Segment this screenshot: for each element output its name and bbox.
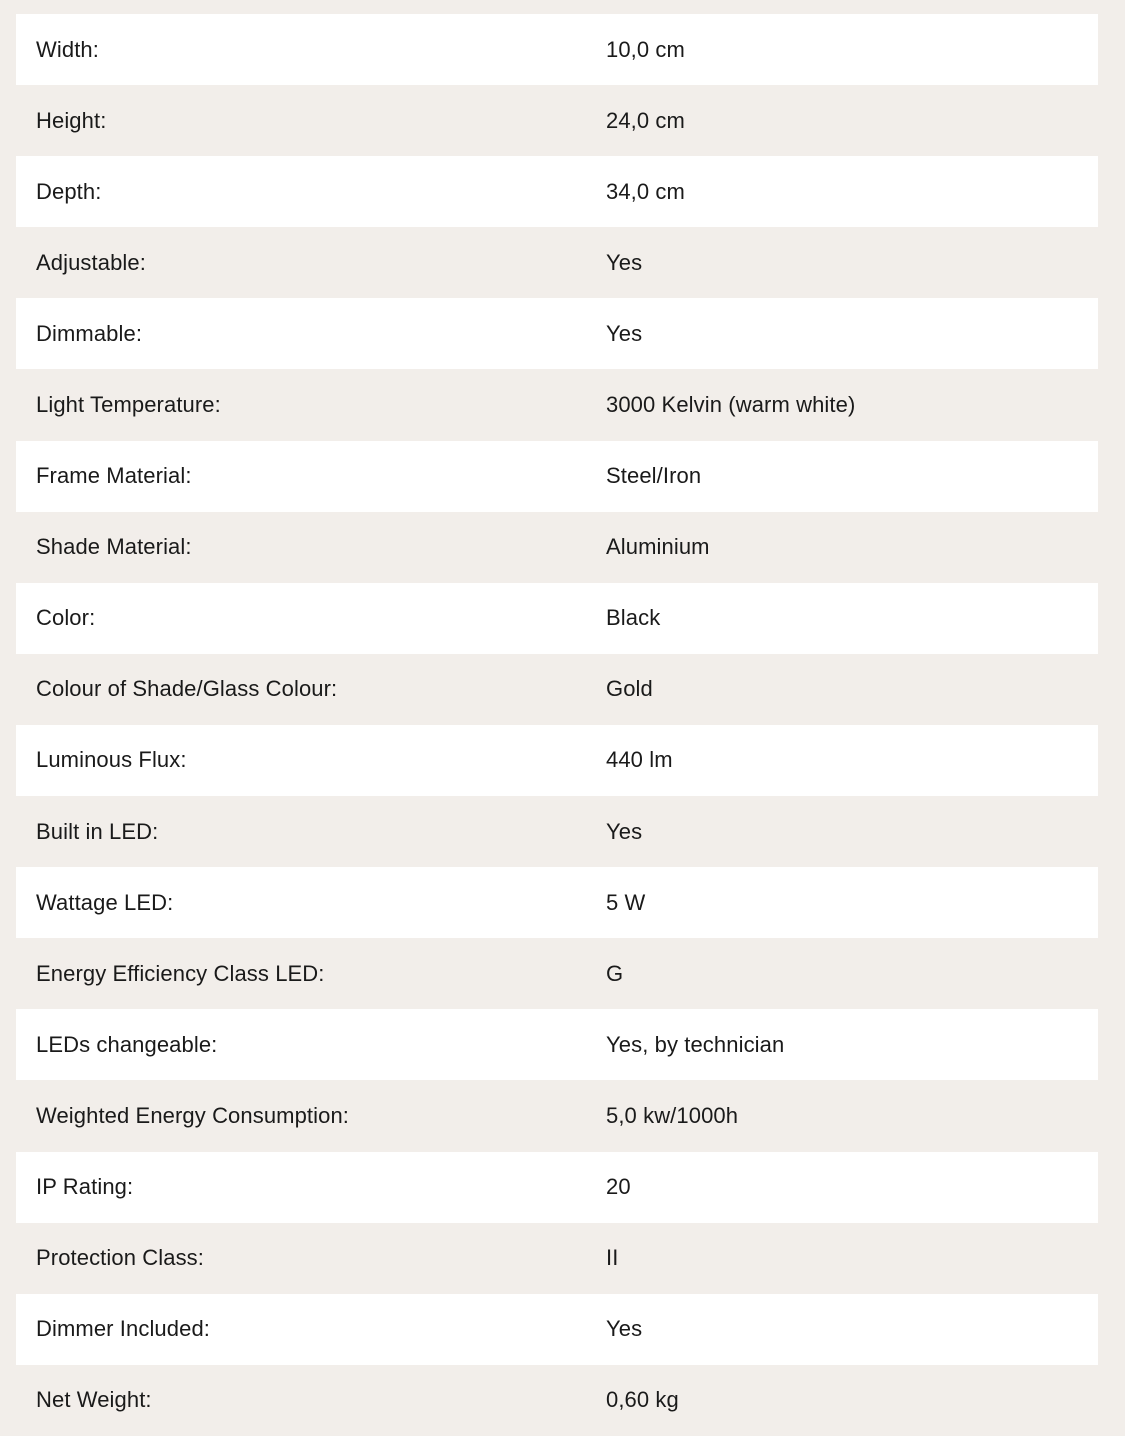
- spec-label: Colour of Shade/Glass Colour:: [36, 676, 338, 702]
- spec-value: Yes, by technician: [606, 1031, 785, 1057]
- spec-row-wattage-led: [16, 867, 1098, 938]
- spec-value: 20: [606, 1174, 631, 1200]
- spec-value: G: [606, 960, 624, 986]
- spec-value: Aluminium: [606, 534, 710, 560]
- spec-label: Net Weight:: [36, 1387, 152, 1413]
- spec-label: Protection Class:: [36, 1245, 204, 1271]
- spec-row-luminous-flux: [16, 725, 1098, 796]
- spec-label: Adjustable:: [36, 249, 146, 275]
- spec-row-leds-changeable: [16, 1009, 1098, 1080]
- spec-label: Width:: [36, 36, 99, 62]
- spec-row-depth: [16, 156, 1098, 227]
- spec-value: 3000 Kelvin (warm white): [606, 392, 856, 418]
- spec-row-shade-material: [16, 512, 1098, 583]
- spec-row-color: [16, 583, 1098, 654]
- spec-value: 5,0 kw/1000h: [606, 1102, 739, 1128]
- spec-row-width: [16, 14, 1098, 85]
- spec-row-dimmable: [16, 298, 1098, 369]
- spec-label: Light Temperature:: [36, 392, 221, 418]
- spec-label: Built in LED:: [36, 818, 159, 844]
- spec-value: Yes: [606, 818, 643, 844]
- spec-value: Yes: [606, 249, 643, 275]
- spec-value: 440 lm: [606, 747, 673, 773]
- spec-label: Frame Material:: [36, 463, 192, 489]
- spec-row-dimmer-included: [16, 1294, 1098, 1365]
- spec-row-net-weight: [16, 1365, 1098, 1436]
- spec-value: Yes: [606, 320, 643, 346]
- spec-label: Shade Material:: [36, 534, 192, 560]
- spec-row-light-temperature: [16, 369, 1098, 440]
- spec-row-energy-efficiency: [16, 938, 1098, 1009]
- spec-value: Yes: [606, 1316, 643, 1342]
- spec-label: Color:: [36, 605, 96, 631]
- spec-row-frame-material: [16, 441, 1098, 512]
- spec-row-built-in-led: [16, 796, 1098, 867]
- spec-value: Steel/Iron: [606, 463, 702, 489]
- spec-value: 34,0 cm: [606, 178, 685, 204]
- spec-row-height: [16, 85, 1098, 156]
- specifications-table: [16, 14, 1098, 1436]
- spec-label: Depth:: [36, 178, 102, 204]
- spec-row-energy-consumption: [16, 1080, 1098, 1151]
- spec-row-protection-class: [16, 1223, 1098, 1294]
- spec-value: 5 W: [606, 889, 646, 915]
- spec-value: 0,60 kg: [606, 1387, 679, 1413]
- spec-row-adjustable: [16, 227, 1098, 298]
- spec-label: Dimmer Included:: [36, 1316, 210, 1342]
- spec-label: LEDs changeable:: [36, 1031, 218, 1057]
- spec-label: IP Rating:: [36, 1174, 134, 1200]
- spec-label: Wattage LED:: [36, 889, 174, 915]
- spec-label: Weighted Energy Consumption:: [36, 1102, 350, 1128]
- spec-label: Energy Efficiency Class LED:: [36, 960, 325, 986]
- spec-value: Gold: [606, 676, 653, 702]
- spec-label: Height:: [36, 107, 107, 133]
- spec-label: Dimmable:: [36, 320, 143, 346]
- spec-value: II: [606, 1245, 619, 1271]
- spec-row-ip-rating: [16, 1152, 1098, 1223]
- spec-value: 10,0 cm: [606, 36, 685, 62]
- spec-row-shade-colour: [16, 654, 1098, 725]
- spec-value: Black: [606, 605, 661, 631]
- spec-value: 24,0 cm: [606, 107, 685, 133]
- spec-label: Luminous Flux:: [36, 747, 187, 773]
